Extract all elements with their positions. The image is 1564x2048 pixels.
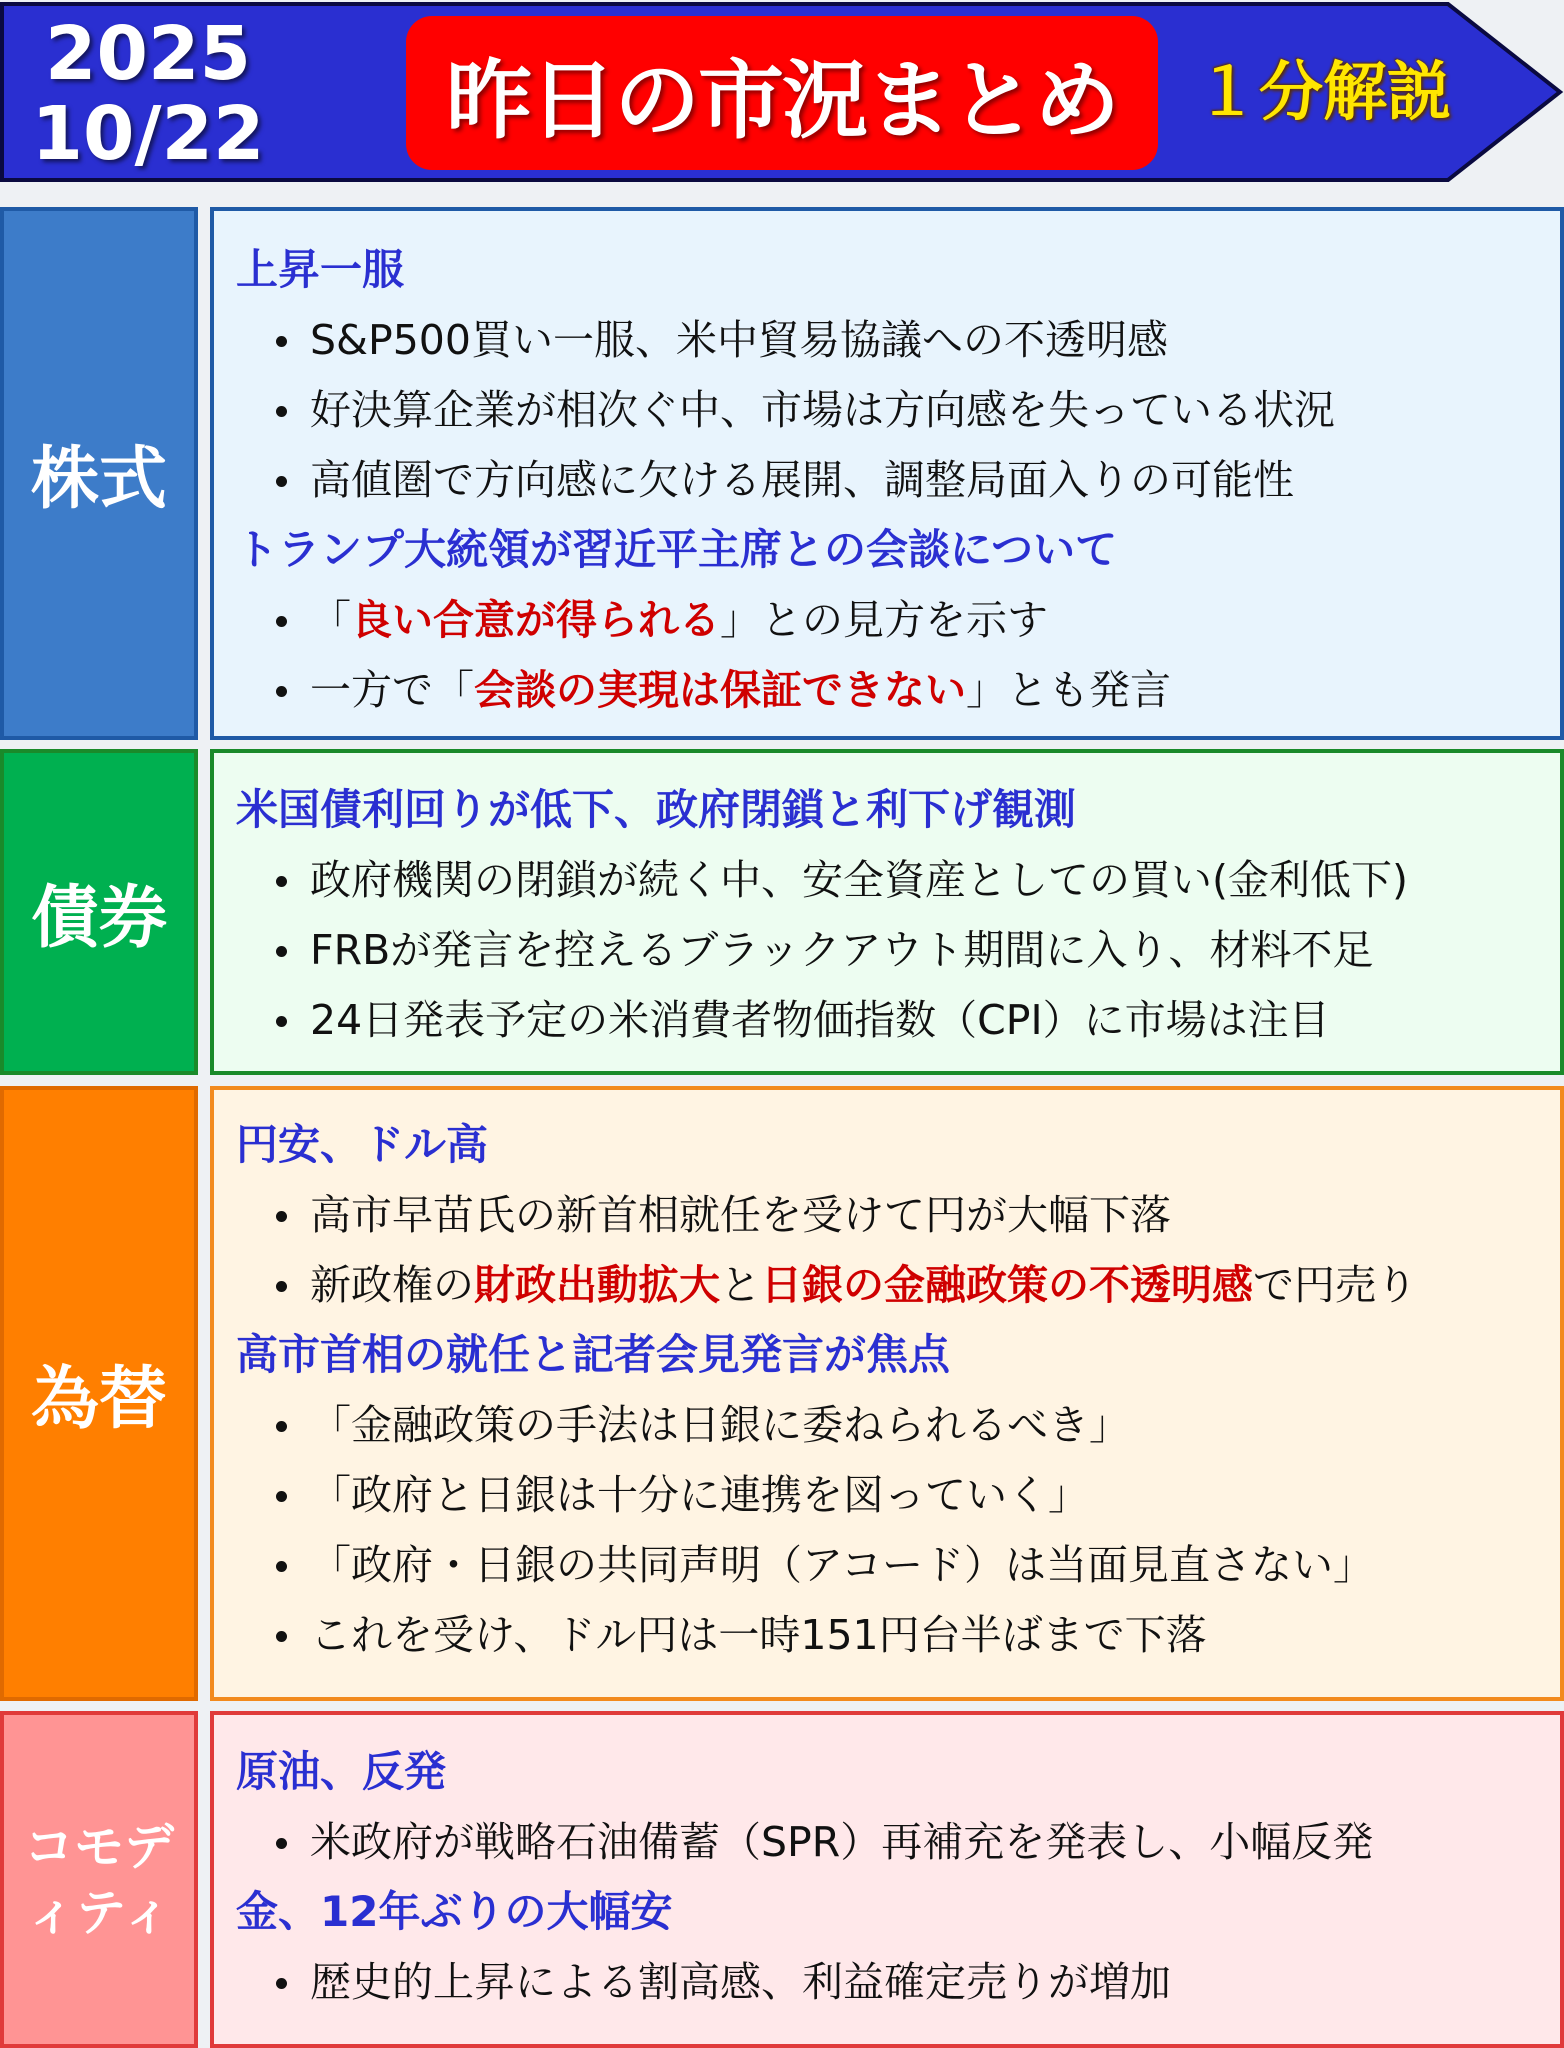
content-panel-stocks <box>210 207 1564 740</box>
content-panel-fx <box>210 1086 1564 1701</box>
heading: 米国債利回りが低下、政府閉鎖と利下げ観測 <box>236 785 1077 834</box>
highlight-text: 財政出動拡大 <box>474 1261 720 1309</box>
section-bonds <box>0 749 1564 1075</box>
category-text: 為替 <box>30 1360 167 1439</box>
category-text-line2: ィティ <box>26 1883 172 1942</box>
list-item: 「政府と日銀は十分に連携を図っていく」 <box>236 1460 1560 1530</box>
list-item: FRBが発言を控えるブラックアウト期間に入り、材料不足 <box>236 915 1560 985</box>
category-text: 株式 <box>30 440 167 519</box>
highlight-text: 良い合意が得られる <box>351 596 720 644</box>
list-item: 「良い合意が得られる」との見方を示す <box>236 585 1560 655</box>
section-commodity <box>0 1711 1564 2048</box>
list-item: 高市早苗氏の新首相就任を受けて円が大幅下落 <box>236 1180 1560 1250</box>
highlight-text: 会談の実現は保証できない <box>474 666 966 714</box>
category-text-line1: コモデ <box>24 1817 174 1876</box>
list-item: 「金融政策の手法は日銀に委ねられるべき」 <box>236 1390 1560 1460</box>
list-item: 一方で「会談の実現は保証できない」とも発言 <box>236 655 1560 725</box>
date-text: 10/22 <box>31 91 265 177</box>
heading: 高市首相の就任と記者会見発言が焦点 <box>236 1330 951 1379</box>
category-label-stocks <box>0 207 198 740</box>
year-text: 2025 <box>45 11 251 97</box>
section-fx <box>0 1086 1564 1701</box>
header-banner <box>0 0 1564 185</box>
heading: 円安、ドル高 <box>236 1120 489 1169</box>
subtitle-text: １分解説 <box>1195 56 1451 130</box>
category-label-bonds <box>0 749 198 1075</box>
title-text: 昨日の市況まとめ <box>446 51 1118 151</box>
list-item: 歴史的上昇による割高感、利益確定売りが増加 <box>236 1947 1560 2017</box>
list-item: 新政権の財政出動拡大と日銀の金融政策の不透明感で円売り <box>236 1250 1560 1320</box>
heading: トランプ大統領が習近平主席との会談について <box>236 525 1118 574</box>
page-title <box>406 16 1158 170</box>
section-stocks <box>0 207 1564 740</box>
category-label-fx <box>0 1086 198 1701</box>
list-item: 24日発表予定の米消費者物価指数（CPI）に市場は注目 <box>236 985 1560 1055</box>
category-label-commodity <box>0 1711 198 2048</box>
heading: 上昇一服 <box>236 245 405 294</box>
list-item: 「政府・日銀の共同声明（アコード）は当面見直さない」 <box>236 1530 1560 1600</box>
highlight-text: 日銀の金融政策の不透明感 <box>761 1261 1253 1309</box>
list-item: 高値圏で方向感に欠ける展開、調整局面入りの可能性 <box>236 445 1560 515</box>
content-panel-bonds <box>210 749 1564 1075</box>
date-block <box>28 11 268 177</box>
list-item: 米政府が戦略石油備蓄（SPR）再補充を発表し、小幅反発 <box>236 1807 1560 1877</box>
category-text: 債券 <box>30 878 167 958</box>
list-item: 政府機関の閉鎖が続く中、安全資産としての買い(金利低下) <box>236 845 1560 915</box>
list-item: 好決算企業が相次ぐ中、市場は方向感を失っている状況 <box>236 375 1560 445</box>
list-item: S&P500買い一服、米中貿易協議への不透明感 <box>236 305 1560 375</box>
heading: 原油、反発 <box>236 1747 447 1796</box>
content-panel-commodity <box>210 1711 1564 2048</box>
heading: 金、12年ぶりの大幅安 <box>236 1887 673 1936</box>
list-item: これを受け、ドル円は一時151円台半ばまで下落 <box>236 1600 1560 1670</box>
